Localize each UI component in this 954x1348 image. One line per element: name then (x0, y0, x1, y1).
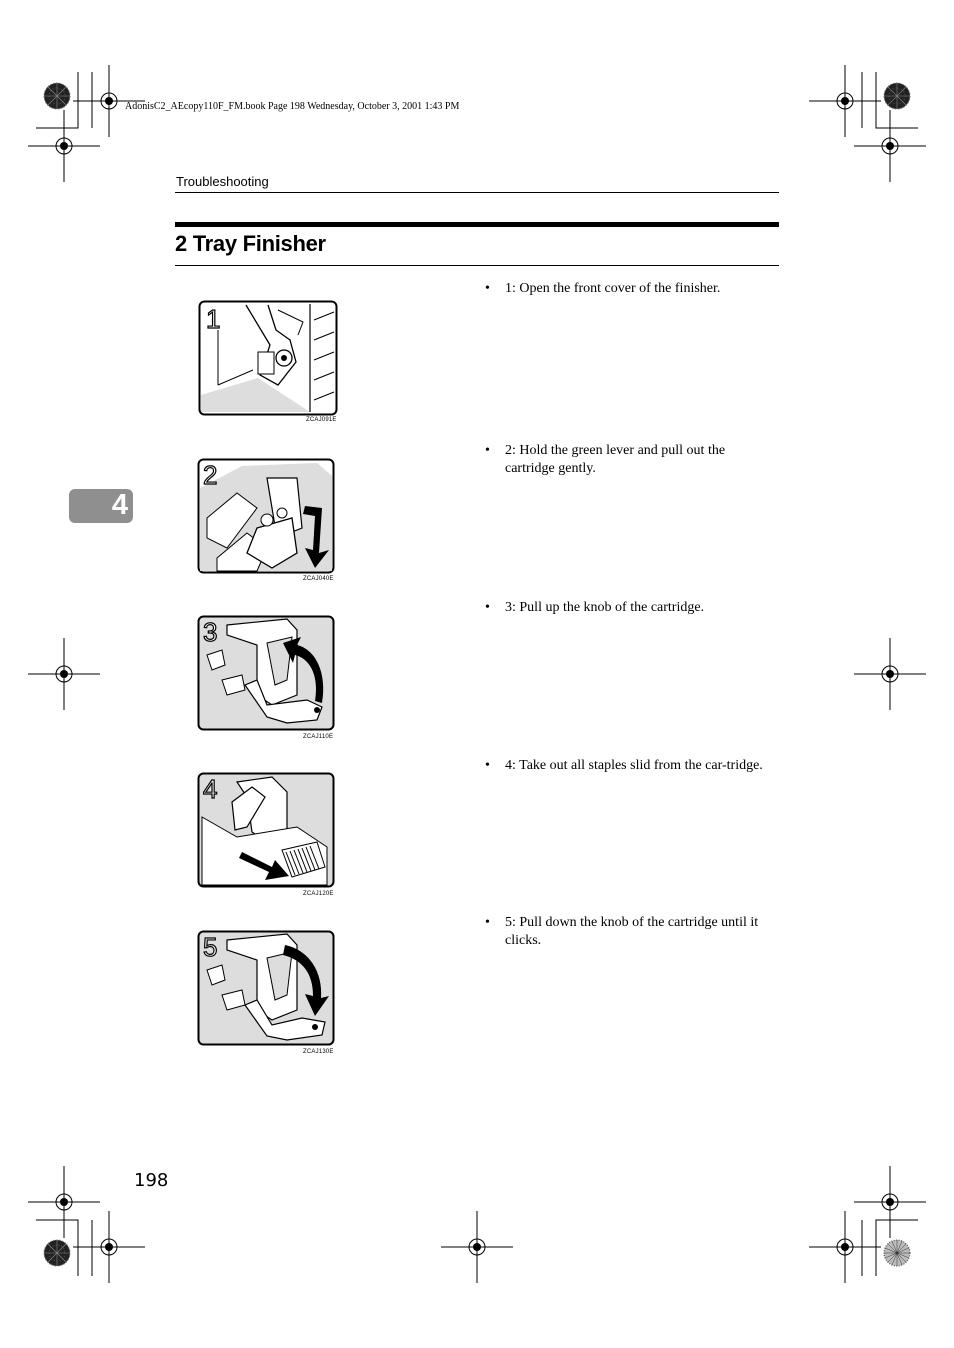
figure-code: ZCAJ120E (303, 891, 334, 897)
svg-text:4: 4 (203, 774, 218, 804)
remove-staples-illustration (197, 772, 337, 889)
step-4-instruction (485, 757, 775, 775)
page-title: 2 Tray Finisher (175, 231, 326, 256)
bullet: • (485, 600, 490, 615)
bullet: • (485, 281, 490, 296)
chapter-number: 4 (111, 489, 128, 521)
pull-up-knob-illustration (197, 615, 337, 732)
svg-text:5: 5 (203, 932, 218, 962)
chapter-tab (69, 489, 133, 523)
title-underline (175, 265, 779, 266)
step-text: 2: Hold the green lever and pull out the cartridge gently. (505, 443, 726, 476)
step-3-figure (197, 615, 337, 743)
step-5-instruction (485, 914, 775, 950)
step-text: 1: Open the front cover of the finisher. (505, 281, 721, 296)
svg-text:3: 3 (203, 617, 218, 647)
svg-text:1: 1 (206, 304, 221, 334)
page-number: 198 (134, 1170, 169, 1191)
step-text: 3: Pull up the knob of the cartridge. (505, 600, 705, 615)
figure-code: ZCAJ091E (306, 417, 337, 423)
step-2-figure (197, 458, 337, 586)
step-text: 4: Take out all staples slid from the car-tridge. (505, 758, 763, 773)
running-header: Troubleshooting (176, 174, 269, 189)
header-rule (175, 192, 779, 193)
bullet: • (485, 443, 490, 458)
step-3-instruction (485, 599, 775, 617)
bullet: • (485, 915, 490, 930)
step-5-figure (197, 930, 337, 1058)
title-bar-rule (175, 222, 779, 227)
pull-cartridge-illustration (197, 458, 337, 575)
step-text: 5: Pull down the knob of the cartridge until it clicks. (505, 915, 759, 948)
figure-code: ZCAJ130E (303, 1049, 334, 1055)
svg-text:2: 2 (203, 460, 218, 490)
figure-code: ZCAJ110E (303, 734, 334, 740)
print-job-line: AdonisC2_AEcopy110F_FM.book Page 198 Wednesday, October 3, 2001 1:43 PM (125, 101, 460, 112)
step-4-figure (197, 772, 337, 900)
push-down-knob-illustration (197, 930, 337, 1047)
finisher-front-cover-illustration (198, 300, 338, 416)
step-1-instruction (485, 280, 775, 298)
figure-code: ZCAJ040E (303, 576, 334, 582)
step-2-instruction (485, 442, 775, 478)
bullet: • (485, 758, 490, 773)
step-1-figure (198, 300, 338, 428)
